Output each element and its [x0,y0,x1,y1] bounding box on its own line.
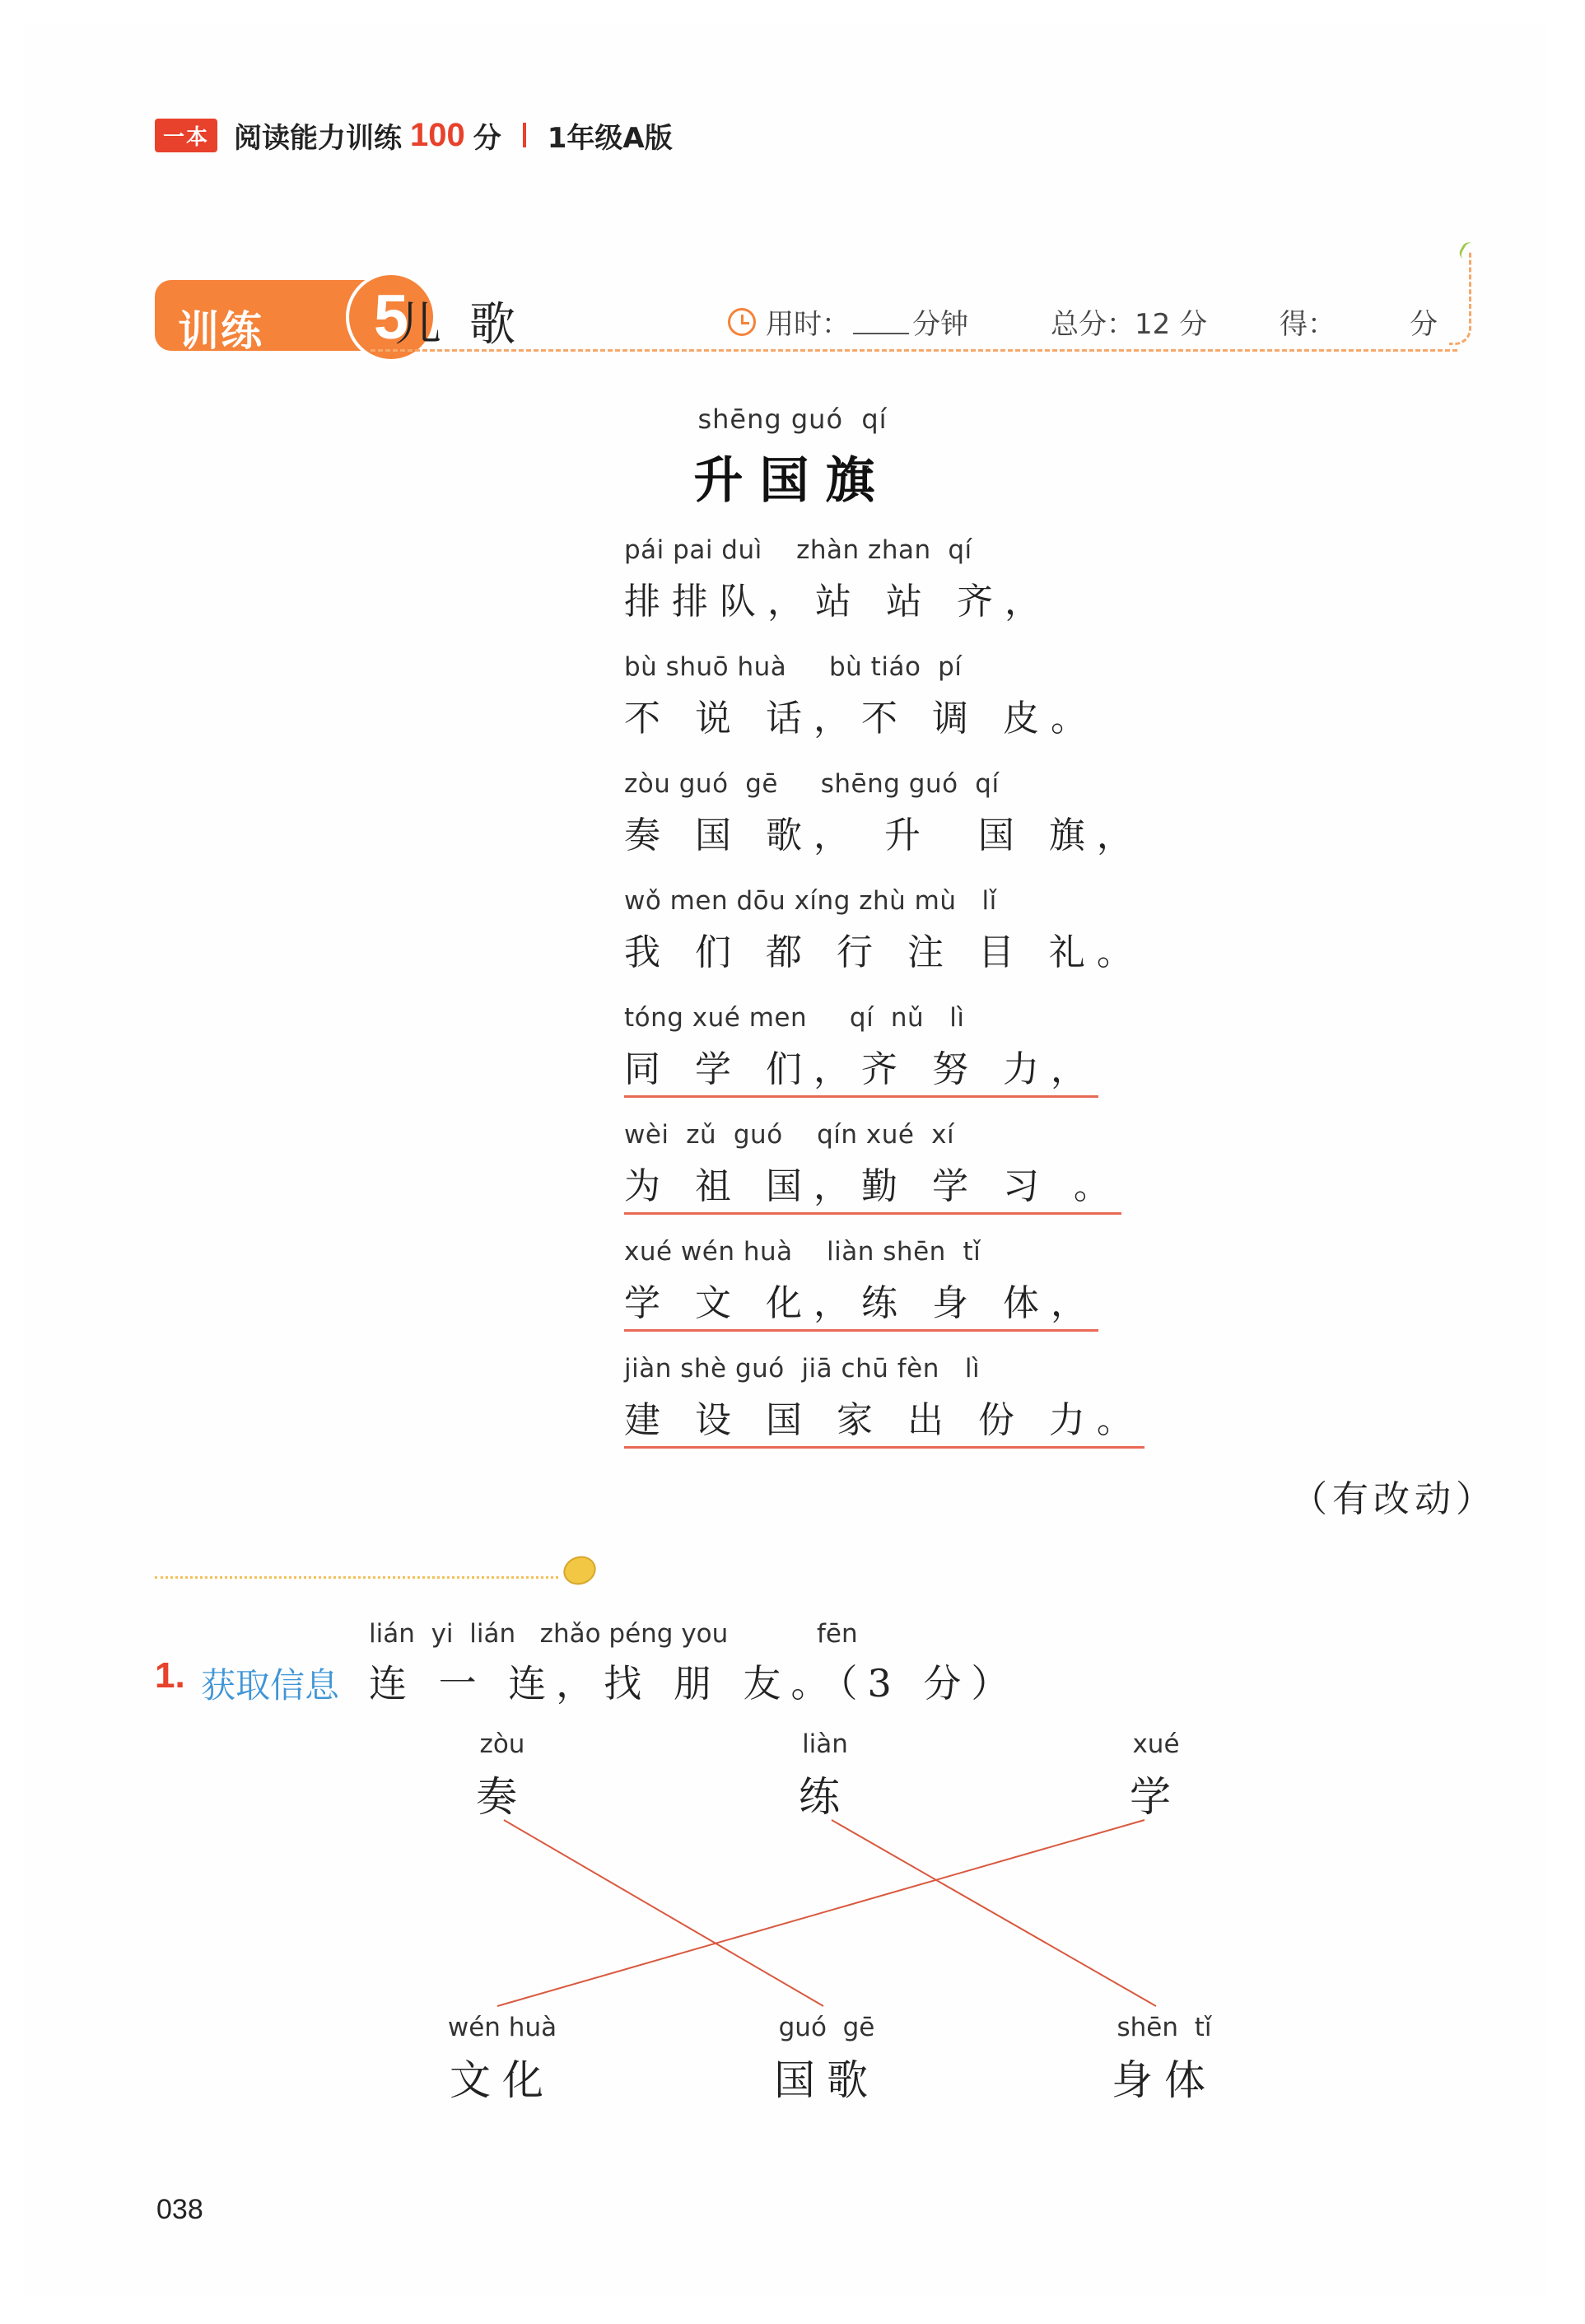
match-word: 国歌 [774,2056,879,2104]
section-title: 儿歌 [395,298,543,352]
match-bottom-item[interactable] [761,2013,893,2107]
time-unit: 分钟 [912,308,968,341]
page-number: 038 [156,2194,203,2225]
poem-line-pinyin: tóng xué men qí nǔ lì [624,1003,965,1033]
poem-line-text: 奏 国 歌， 升 国 旗， [624,814,1144,856]
question-pinyin-score: fēn [817,1619,858,1649]
poem-line-text-underlined: 为 祖 国，勤 学 习 。 [624,1156,1121,1215]
match-pinyin: shēn tǐ [1116,2013,1212,2042]
book-score-unit: 分 [473,121,501,155]
match-pinyin: liàn [802,1729,848,1759]
poem-line-pinyin: wèi zǔ guó qín xué xí [624,1120,955,1150]
book-score-number: 100 [410,116,465,153]
poem-source-note: （有改动） [1291,1478,1497,1520]
poem-line-pinyin: zòu guó gē shēng guó qí [624,769,1000,799]
question-number: 1. [155,1655,185,1696]
question-skill-tag: 获取信息 [201,1665,340,1706]
match-word: 文化 [450,2056,555,2104]
match-pinyin: guó gē [778,2013,875,2042]
poem-line-text-underlined: 建 设 国 家 出 份 力。 [624,1390,1144,1449]
match-word: 身体 [1112,2056,1217,2104]
match-character: 奏 [476,1773,529,1821]
match-line [497,1820,1144,2006]
match-pinyin: wén huà [447,2013,557,2042]
poem-line-text: 排排队，站 站 齐， [624,581,1052,623]
earned-unit: 分 [1410,308,1438,341]
poem-title-pinyin: shēng guó qí [697,404,888,435]
match-bottom-item[interactable] [1098,2013,1230,2107]
poem-line-pinyin: jiàn shè guó jiā chū fèn lì [624,1354,981,1384]
book-grade: 1年级A版 [547,121,673,155]
match-bottom-item[interactable] [436,2013,568,2107]
match-pinyin: zòu [479,1729,525,1759]
book-title: 阅读能力训练 [234,121,403,155]
total-score: 总分：12 分 [1051,308,1208,341]
time-label: 用时： [766,308,850,341]
poem-line-pinyin: wǒ men dōu xíng zhù mù lǐ [624,886,997,916]
section-badge-label: 训练 [178,307,263,355]
match-character: 练 [799,1773,851,1821]
match-top-item[interactable] [1115,1729,1197,1823]
poem-line-text: 不 说 话，不 调 皮。 [624,698,1098,740]
question-text: 连 一 连，找 朋 友。（3 分） [369,1661,1019,1706]
poem-line-text-underlined: 学 文 化，练 身 体， [624,1273,1098,1332]
question-pinyin: lián yi lián zhǎo péng you [369,1619,729,1649]
poem-line-text: 我 们 都 行 注 目 礼。 [624,931,1144,973]
poem-line-pinyin: bù shuō huà bù tiáo pí [624,652,963,682]
section-badge-number: 5 [346,272,436,362]
match-character: 学 [1130,1773,1182,1821]
match-top-item[interactable] [784,1729,866,1823]
brand-logo: 一本 [155,119,217,152]
match-top-item[interactable] [461,1729,543,1823]
match-pinyin: xué [1132,1729,1180,1759]
poem-line-text-underlined: 同 学 们，齐 努 力， [624,1039,1098,1098]
poem-title: 升国旗 [693,452,892,510]
poem-line-pinyin: pái pai duì zhàn zhan qí [624,535,972,565]
poem-line-pinyin: xué wén huà liàn shēn tǐ [624,1237,981,1267]
earned-label: 得： [1280,308,1336,341]
match-line [832,1820,1156,2006]
match-line [504,1820,823,2006]
